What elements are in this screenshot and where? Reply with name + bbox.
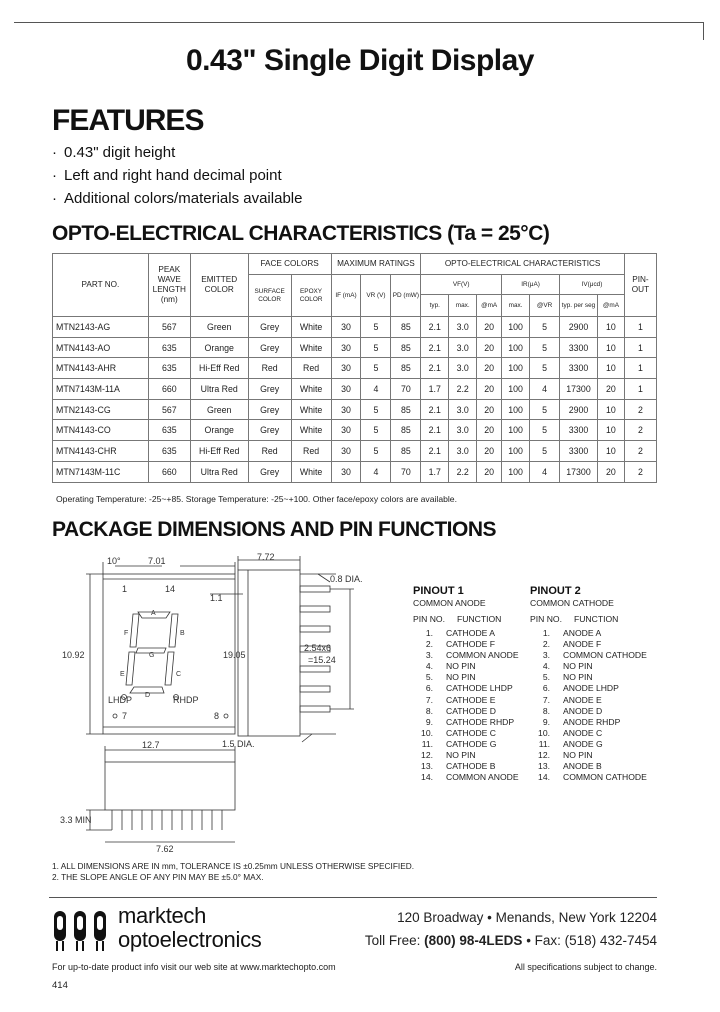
dim-19-05: 19.05	[223, 650, 246, 660]
pin-14-label: 14	[165, 584, 176, 594]
table-cell: MTN2143-CG	[53, 399, 149, 420]
pin-8-label: 8	[214, 711, 220, 721]
table-cell: Grey	[248, 317, 291, 338]
header-ir: IR(μA)	[502, 275, 560, 295]
table-cell: 3.0	[449, 399, 477, 420]
table-cell: White	[291, 337, 331, 358]
table-cell: 2.2	[449, 379, 477, 400]
pin8-marker	[224, 714, 228, 718]
table-cell: 85	[391, 399, 421, 420]
list-item: 5. NO PIN	[425, 672, 476, 683]
header-vf-typ: typ.	[421, 295, 449, 317]
table-cell: Grey	[248, 420, 291, 441]
table-cell: 10	[597, 420, 624, 441]
features-heading: FEATURES	[52, 104, 204, 137]
dim-15-24: =15.24	[308, 655, 336, 665]
table-cell: Red	[291, 358, 331, 379]
table-cell: 5	[530, 420, 560, 441]
table-cell: 20	[477, 420, 502, 441]
features-list	[52, 141, 302, 210]
dim-12-7: 12.7	[142, 740, 160, 750]
table-cell: Grey	[248, 337, 291, 358]
table-cell: 3.0	[449, 441, 477, 462]
table-cell: 2900	[560, 399, 598, 420]
page-number: 414	[52, 980, 68, 991]
table-cell: 85	[391, 441, 421, 462]
table-cell: 5	[361, 441, 391, 462]
table-cell: 4	[530, 461, 560, 482]
header-pin-out: PIN- OUT	[624, 254, 656, 317]
table-cell: 4	[530, 379, 560, 400]
list-item: 12. NO PIN	[538, 750, 593, 761]
table-cell: 30	[331, 337, 361, 358]
table-cell: 10	[597, 358, 624, 379]
table-cell: 20	[477, 441, 502, 462]
table-cell: Red	[248, 358, 291, 379]
table-cell: 30	[331, 441, 361, 462]
header-vf-at-ma: @mA	[477, 295, 502, 317]
company-phone: Toll Free: (800) 98-4LEDS • Fax: (518) 432-7454	[364, 933, 657, 948]
company-name-line1: marktech	[118, 903, 207, 928]
table-cell: 20	[477, 358, 502, 379]
seg-c-label: C	[176, 671, 182, 678]
table-cell: 30	[331, 461, 361, 482]
table-cell: 1	[624, 358, 656, 379]
table-cell: 1.7	[421, 379, 449, 400]
dim-1-1: 1.1	[210, 593, 223, 603]
table-cell: 100	[502, 420, 530, 441]
table-cell: 5	[361, 337, 391, 358]
led-logo-icon	[52, 903, 114, 953]
list-item: 8. CATHODE D	[425, 705, 496, 716]
operating-footnote: Operating Temperature: -25~+85. Storage Temperature: -25~+100. Other face/epoxy colors are available.	[56, 494, 457, 504]
list-item: 13. ANODE B	[538, 761, 602, 772]
table-cell: MTN7143M-11C	[53, 461, 149, 482]
characteristics-table	[52, 253, 657, 483]
table-cell: 2.1	[421, 420, 449, 441]
table-cell: White	[291, 379, 331, 400]
table-cell: 635	[148, 420, 190, 441]
table-cell: 5	[530, 317, 560, 338]
table-cell: 85	[391, 337, 421, 358]
header-peak-wave: PEAK WAVE LENGTH (nm)	[148, 254, 190, 317]
header-ir-max: max.	[502, 295, 530, 317]
package-drawing	[60, 552, 380, 852]
table-cell: 30	[331, 379, 361, 400]
table-cell: 10	[597, 317, 624, 338]
table-cell: 20	[477, 317, 502, 338]
table-cell: Ultra Red	[190, 379, 248, 400]
table-cell: 5	[361, 317, 391, 338]
header-if: IF (mA)	[331, 275, 361, 317]
segment-e	[126, 652, 135, 685]
list-item: 9. CATHODE RHDP	[425, 716, 515, 727]
table-cell: Hi-Eff Red	[190, 358, 248, 379]
table-cell: 5	[530, 399, 560, 420]
table-cell: 2.1	[421, 441, 449, 462]
table-cell: 4	[361, 461, 391, 482]
pinout-2-subtitle: COMMON CATHODE	[530, 598, 614, 608]
table-cell: MTN4143-CHR	[53, 441, 149, 462]
table-cell: 20	[477, 461, 502, 482]
table-cell: 100	[502, 379, 530, 400]
header-iv-at-ma: @mA	[597, 295, 624, 317]
table-cell: 10	[597, 441, 624, 462]
table-cell: 1	[624, 317, 656, 338]
table-row	[53, 441, 657, 462]
table-cell: White	[291, 399, 331, 420]
table-cell: 20	[477, 399, 502, 420]
table-cell: White	[291, 461, 331, 482]
table-cell: MTN4143-AO	[53, 337, 149, 358]
list-item: 14. COMMON ANODE	[421, 772, 519, 783]
table-cell: 2	[624, 461, 656, 482]
table-cell: 2900	[560, 317, 598, 338]
pinout-2-header: PIN NO. FUNCTION	[530, 614, 619, 624]
table-cell: 10	[597, 399, 624, 420]
list-item: 3. COMMON CATHODE	[542, 650, 647, 661]
table-cell: 20	[597, 461, 624, 482]
table-cell: 1	[624, 379, 656, 400]
segment-b	[169, 614, 178, 647]
table-row	[53, 420, 657, 441]
table-cell: 2.2	[449, 461, 477, 482]
list-item: 11. CATHODE G	[421, 738, 497, 749]
seg-d-label: D	[145, 692, 151, 699]
lhdp-label: LHDP	[108, 695, 133, 705]
table-cell: 3.0	[449, 358, 477, 379]
table-cell: 1	[624, 337, 656, 358]
pinout-1	[413, 585, 519, 783]
table-cell: 100	[502, 461, 530, 482]
feature-item: · Additional colors/materials available	[52, 190, 303, 207]
table-cell: 85	[391, 420, 421, 441]
dim-7-62: 7.62	[156, 844, 174, 852]
table-cell: 3300	[560, 337, 598, 358]
company-logo	[52, 903, 262, 958]
pinout-1-rows	[413, 628, 519, 783]
table-cell: Grey	[248, 399, 291, 420]
segment-c	[165, 652, 174, 685]
pinout-1-title: PINOUT 1	[413, 585, 464, 597]
table-row	[53, 399, 657, 420]
table-cell: MTN4143-CO	[53, 420, 149, 441]
feature-item: · Left and right hand decimal point	[52, 167, 282, 184]
table-cell: 3300	[560, 420, 598, 441]
page-title: 0.43" Single Digit Display	[186, 44, 534, 77]
dim-3-3-min: 3.3 MIN	[60, 815, 92, 825]
pinout-2-rows	[530, 628, 647, 783]
package-heading: PACKAGE DIMENSIONS AND PIN FUNCTIONS	[52, 518, 497, 541]
table-cell: 20	[597, 379, 624, 400]
table-cell: 70	[391, 461, 421, 482]
dim-1-5-dia: 1.5 DIA.	[222, 739, 255, 749]
list-item: 4. NO PIN	[425, 661, 476, 672]
table-cell: 5	[361, 358, 391, 379]
company-name-line2: optoelectronics	[118, 927, 262, 952]
table-cell: 10	[597, 337, 624, 358]
dim-7-72: 7.72	[257, 552, 275, 562]
seg-a-label: A	[151, 610, 156, 617]
table-cell: 5	[530, 358, 560, 379]
table-cell: 5	[530, 337, 560, 358]
seg-b-label: B	[180, 630, 185, 637]
table-row	[53, 358, 657, 379]
pinout-1-subtitle: COMMON ANODE	[413, 598, 486, 608]
table-cell: MTN7143M-11A	[53, 379, 149, 400]
header-vf-max: max.	[449, 295, 477, 317]
footer-disclaimer: All specifications subject to change.	[514, 962, 657, 972]
rhdp-label: RHDP	[173, 695, 199, 705]
table-cell: 100	[502, 358, 530, 379]
table-cell: 635	[148, 337, 190, 358]
header-part-no: PART NO.	[53, 254, 149, 317]
pinout-2-title: PINOUT 2	[530, 585, 581, 597]
table-cell: 100	[502, 441, 530, 462]
table-cell: 1.7	[421, 461, 449, 482]
list-item: 2. ANODE F	[542, 639, 602, 650]
dim-2-54x6: 2.54x6	[304, 643, 332, 653]
header-max-ratings: MAXIMUM RATINGS	[331, 254, 421, 275]
seg-g-label: G	[149, 652, 155, 659]
note-1: 1. ALL DIMENSIONS ARE IN mm, TOLERANCE IS ±0.25mm UNLESS OTHERWISE SPECIFIED.	[52, 861, 415, 871]
table-cell: 20	[477, 337, 502, 358]
list-item: 5. NO PIN	[542, 672, 593, 683]
list-item: 1. ANODE A	[542, 628, 602, 638]
top-rule	[14, 22, 704, 23]
list-item: 12. NO PIN	[421, 750, 476, 761]
table-cell: MTN4143-AHR	[53, 358, 149, 379]
dim-10-92: 10.92	[62, 650, 85, 660]
feature-item: · 0.43" digit height	[52, 144, 176, 161]
dim-7-01: 7.01	[148, 556, 166, 566]
table-cell: Ultra Red	[190, 461, 248, 482]
bottom-pins	[112, 810, 222, 830]
table-cell: 3.0	[449, 317, 477, 338]
table-row	[53, 317, 657, 338]
table-cell: 17300	[560, 461, 598, 482]
company-address: 120 Broadway • Menands, New York 12204	[397, 910, 657, 925]
list-item: 9. ANODE RHDP	[542, 716, 621, 727]
header-surface: SURFACE COLOR	[248, 275, 291, 317]
list-item: 7. CATHODE E	[425, 694, 496, 705]
table-cell: 2	[624, 441, 656, 462]
table-cell: 4	[361, 379, 391, 400]
list-item: 8. ANODE D	[542, 705, 603, 716]
header-iv-typ: typ. per seg	[560, 295, 598, 317]
table-cell: 30	[331, 358, 361, 379]
table-cell: Red	[248, 441, 291, 462]
list-item: 6. CATHODE LHDP	[425, 683, 513, 694]
header-face-colors: FACE COLORS	[248, 254, 331, 275]
table-cell: 3300	[560, 358, 598, 379]
table-cell: 2.1	[421, 399, 449, 420]
side-view-body	[238, 570, 300, 736]
list-item: 14. COMMON CATHODE	[538, 772, 647, 783]
table-cell: 2.1	[421, 358, 449, 379]
table-cell: 30	[331, 420, 361, 441]
table-cell: 2	[624, 399, 656, 420]
table-cell: 30	[331, 399, 361, 420]
list-item: 7. ANODE E	[542, 694, 602, 705]
table-cell: Orange	[190, 420, 248, 441]
header-vf: VF(V)	[421, 275, 502, 295]
dimension-notes	[52, 861, 414, 883]
pinout-2	[530, 585, 647, 783]
list-item: 10. ANODE C	[538, 727, 603, 738]
table-cell: 5	[361, 420, 391, 441]
table-cell: White	[291, 420, 331, 441]
pin7-marker	[113, 714, 117, 718]
list-item: 2. CATHODE F	[425, 639, 496, 650]
header-emitted: EMITTED COLOR	[190, 254, 248, 317]
list-item: 6. ANODE LHDP	[542, 683, 619, 694]
table-row	[53, 461, 657, 482]
table-cell: Hi-Eff Red	[190, 441, 248, 462]
table-cell: 2.1	[421, 317, 449, 338]
pin-1-label: 1	[122, 584, 128, 594]
table-cell: 3300	[560, 441, 598, 462]
list-item: 3. COMMON ANODE	[425, 650, 519, 661]
table-cell: White	[291, 317, 331, 338]
table-cell: MTN2143-AG	[53, 317, 149, 338]
table-cell: 635	[148, 441, 190, 462]
table-cell: 2.1	[421, 337, 449, 358]
top-right-rule	[703, 22, 704, 40]
dim-angle: 10°	[107, 556, 121, 566]
list-item: 11. ANODE G	[538, 738, 603, 749]
table-cell: 3.0	[449, 337, 477, 358]
table-cell: 5	[361, 399, 391, 420]
table-cell: 5	[530, 441, 560, 462]
table-cell: Orange	[190, 337, 248, 358]
pinout-1-header: PIN NO. FUNCTION	[413, 614, 502, 624]
list-item: 10. CATHODE C	[421, 727, 496, 738]
table-cell: 30	[331, 317, 361, 338]
header-epoxy: EPOXY COLOR	[291, 275, 331, 317]
seg-f-label: F	[124, 630, 129, 637]
side-body-outline	[105, 762, 235, 810]
header-opto-char: OPTO-ELECTRICAL CHARACTERISTICS	[421, 254, 625, 275]
table-cell: Red	[291, 441, 331, 462]
bottom-rule	[49, 897, 657, 898]
table-cell: 635	[148, 358, 190, 379]
table-cell: 660	[148, 379, 190, 400]
table-cell: Grey	[248, 461, 291, 482]
header-at-vr: @VR	[530, 295, 560, 317]
footer-website: For up-to-date product info visit our web site at www.marktechopto.com	[52, 962, 336, 972]
table-cell: Grey	[248, 379, 291, 400]
table-cell: 70	[391, 379, 421, 400]
table-cell: Green	[190, 317, 248, 338]
characteristics-body	[53, 317, 657, 483]
pin-7-label: 7	[122, 711, 128, 721]
note-2: 2. THE SLOPE ANGLE OF ANY PIN MAY BE ±5.0° MAX.	[52, 872, 264, 882]
opto-heading: OPTO-ELECTRICAL CHARACTERISTICS (Ta = 25°C)	[52, 222, 550, 245]
segment-f	[130, 614, 139, 647]
table-cell: 17300	[560, 379, 598, 400]
table-cell: 567	[148, 399, 190, 420]
table-cell: 20	[477, 379, 502, 400]
header-vr: VR (V)	[361, 275, 391, 317]
list-item: 4. NO PIN	[542, 661, 593, 672]
table-row	[53, 379, 657, 400]
dim-0-8-dia: 0.8 DIA.	[330, 574, 363, 584]
table-cell: 100	[502, 399, 530, 420]
table-cell: Green	[190, 399, 248, 420]
list-item: 13. CATHODE B	[421, 761, 496, 772]
table-cell: 2	[624, 420, 656, 441]
header-iv: IV(μcd)	[560, 275, 625, 295]
seg-e-label: E	[120, 671, 125, 678]
list-item: 1. CATHODE A	[425, 628, 496, 638]
table-row	[53, 337, 657, 358]
table-cell: 567	[148, 317, 190, 338]
header-pd: PD (mW)	[391, 275, 421, 317]
table-cell: 100	[502, 317, 530, 338]
table-cell: 85	[391, 358, 421, 379]
table-cell: 85	[391, 317, 421, 338]
table-cell: 660	[148, 461, 190, 482]
table-cell: 3.0	[449, 420, 477, 441]
table-cell: 100	[502, 337, 530, 358]
